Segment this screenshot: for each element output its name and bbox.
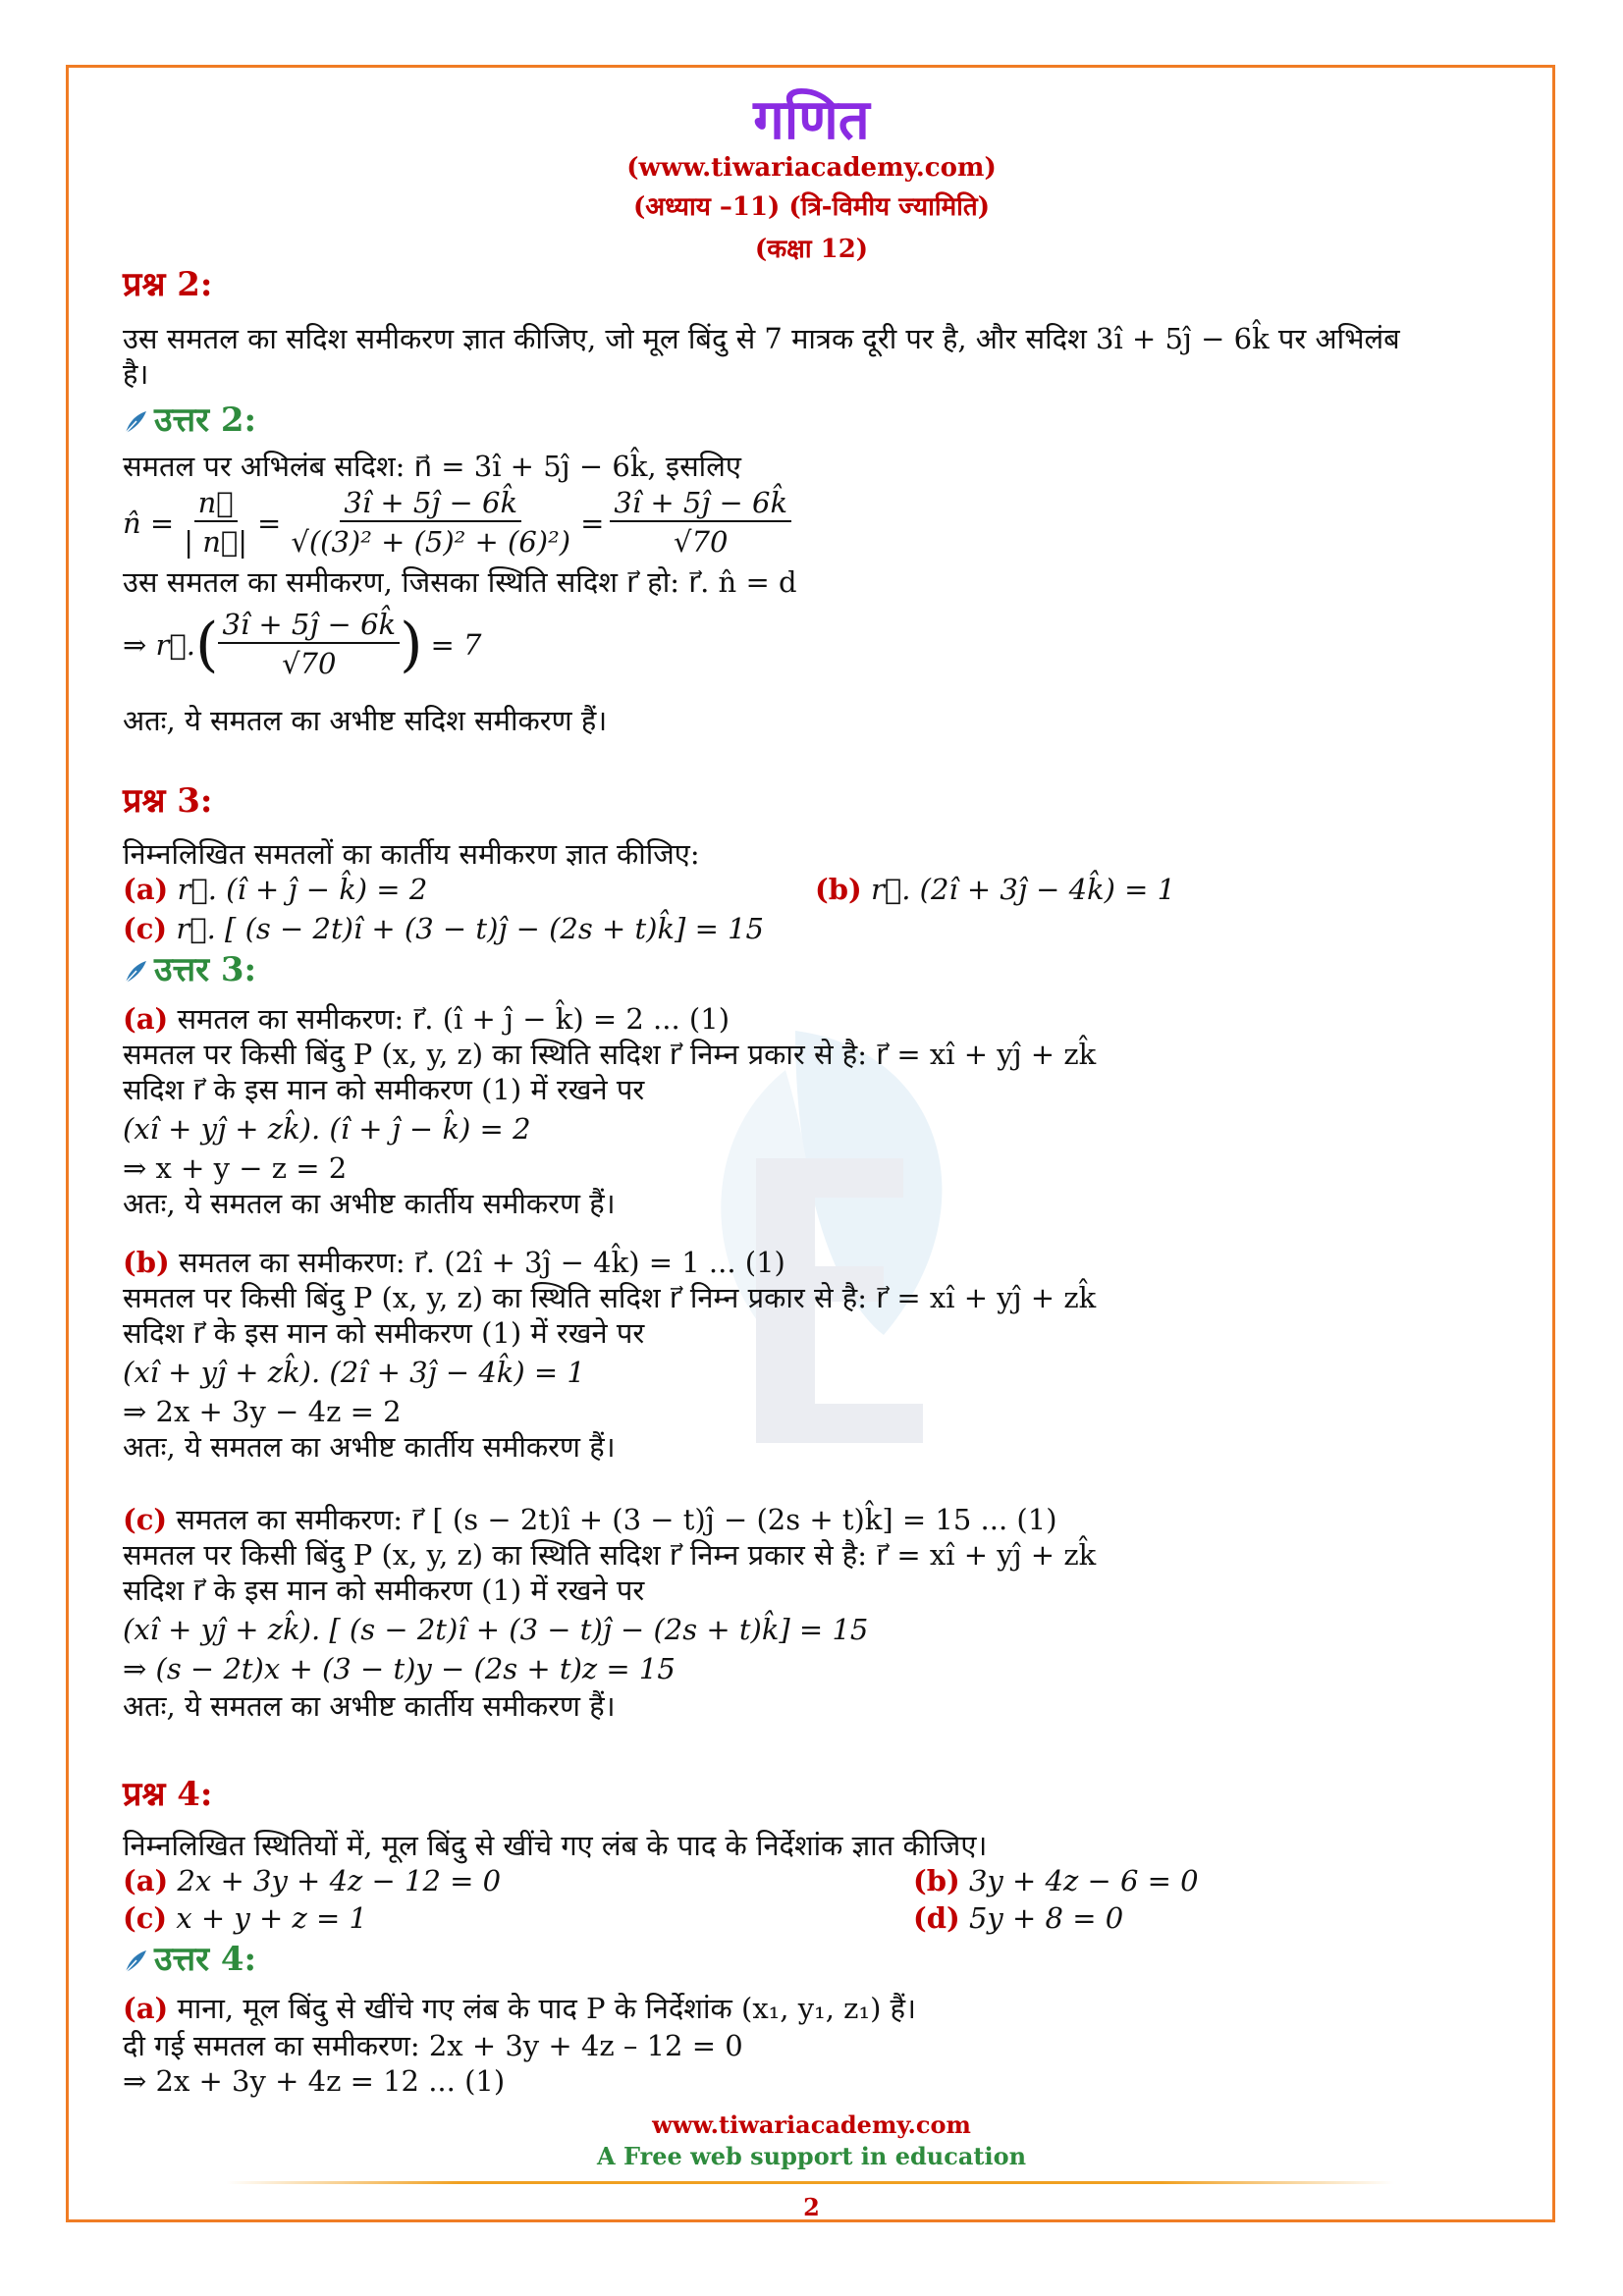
- answer-3a-line2: समतल पर किसी बिंदु P (x, y, z) का स्थिति सदिश r⃗ निम्न प्रकार से है: r⃗ = xî + yĵ + zk̂: [123, 1038, 1097, 1071]
- q4-part-b-label: (b): [913, 1864, 960, 1897]
- answer-3c-label: (c): [123, 1503, 168, 1536]
- unit-normal-equation: [123, 483, 797, 563]
- chapter-label: (अध्याय –11) (त्रि-विमीय ज्यामिति): [632, 192, 991, 222]
- answer-3b-text: समतल का समीकरण: r⃗. (2î + 3ĵ − 4k̂) = 1 ... (1): [178, 1246, 785, 1279]
- fraction-3-numerator: 3î + 5ĵ − 6k̂: [610, 485, 791, 522]
- q4-part-d-label: (d): [913, 1901, 960, 1935]
- answer-3b-line4: (xî + yĵ + zk̂). (2î + 3ĵ − 4k̂) = 1: [123, 1356, 585, 1389]
- question-4-part-b: [913, 1863, 1199, 1898]
- watermark-logo: [648, 1011, 1001, 1443]
- answer-2-label: उत्तर 2:: [154, 400, 257, 440]
- answer-3a-text: समतल का समीकरण: r⃗. (î + ĵ − k̂) = 2 ... (1): [177, 1002, 730, 1036]
- line4-lhs: ⇒ r⃗.: [123, 628, 196, 662]
- question-2-text-line1: उस समतल का सदिश समीकरण ज्ञात कीजिए, जो मूल बिंदु से 7 मात्रक दूरी पर है, और सदिश 3î + 5ĵ − 6k̂ पर अभिलंब: [123, 322, 1400, 355]
- vector-equation-result: [123, 605, 482, 685]
- answer-3a-label: (a): [123, 1002, 169, 1036]
- q4-part-c-label: (c): [123, 1901, 168, 1935]
- answer-3b-line5: ⇒ 2x + 3y − 4z = 2: [123, 1395, 402, 1428]
- answer-2-line3: उस समतल का समीकरण, जिसका स्थिति सदिश r⃗ हो: r⃗. n̂ = d: [123, 565, 797, 599]
- footer-divider: [226, 2181, 1394, 2184]
- feather-icon: [123, 959, 148, 985]
- answer-2-heading: [123, 402, 256, 438]
- q4-part-a-label: (a): [123, 1864, 169, 1897]
- part-b-equation: r⃗. (2î + 3ĵ − 4k̂) = 1: [870, 873, 1176, 906]
- answer-3c-line2: समतल पर किसी बिंदु P (x, y, z) का स्थिति सदिश r⃗ निम्न प्रकार से है: r⃗ = xî + yĵ + zk̂: [123, 1538, 1097, 1572]
- answer-3c-line5: ⇒ (s − 2t)x + (3 − t)y − (2s + t)z = 15: [123, 1652, 676, 1685]
- answer-3b-label: (b): [123, 1246, 170, 1279]
- question-3-part-c: [123, 911, 764, 946]
- answer-3-heading: [123, 952, 256, 988]
- part-a-equation: r⃗. (î + ĵ − k̂) = 2: [177, 873, 428, 906]
- footer-tagline: A Free web support in education: [596, 2142, 1027, 2170]
- question-4-heading: प्रश्न 4:: [123, 1775, 213, 1814]
- part-a-label: (a): [123, 873, 169, 906]
- fraction-3-denominator: √70: [674, 525, 729, 559]
- fraction-2: [287, 485, 574, 561]
- fraction-1-denominator: | n⃗|: [184, 525, 248, 559]
- fraction-4-denominator: √70: [282, 647, 337, 680]
- page-title: गणित: [753, 87, 870, 152]
- answer-3c-line1: [123, 1502, 1057, 1537]
- question-3-heading: प्रश्न 3:: [123, 781, 213, 821]
- part-b-label: (b): [815, 873, 862, 906]
- q4-part-d-equation: 5y + 8 = 0: [968, 1901, 1124, 1935]
- question-3-part-a: [123, 872, 427, 907]
- equals-sign-1: =: [257, 507, 282, 540]
- answer-3b-line2: समतल पर किसी बिंदु P (x, y, z) का स्थिति सदिश r⃗ निम्न प्रकार से है: r⃗ = xî + yĵ + zk̂: [123, 1281, 1097, 1314]
- q4-part-b-equation: 3y + 4z − 6 = 0: [968, 1864, 1199, 1897]
- answer-3a-conclusion: अतः, ये समतल का अभीष्ट कार्तीय समीकरण हैं।: [123, 1187, 616, 1220]
- question-4-part-c: [123, 1900, 367, 1936]
- answer-2-conclusion: अतः, ये समतल का अभीष्ट सदिश समीकरण हैं।: [123, 704, 608, 737]
- answer-4a-line3: ⇒ 2x + 3y + 4z = 12 ... (1): [123, 2064, 506, 2098]
- answer-4a-line2: दी गई समतल का समीकरण: 2x + 3y + 4z – 12 = 0: [123, 2029, 743, 2062]
- fraction-2-numerator: 3î + 5ĵ − 6k̂: [340, 485, 521, 522]
- part-c-equation: r⃗. [ (s − 2t)î + (3 − t)ĵ − (2s + t)k̂] = 15: [176, 912, 764, 945]
- line4-rhs: = 7: [430, 628, 482, 662]
- answer-4a-line1: [123, 1991, 916, 2026]
- fraction-2-denominator: √((3)² + (5)² + (6)²): [291, 525, 571, 559]
- answer-3b-line1: [123, 1245, 785, 1280]
- fraction-4: [218, 607, 400, 683]
- answer-3c-line3: सदिश r⃗ के इस मान को समीकरण (1) में रखने पर: [123, 1574, 645, 1607]
- answer-3b-line3: सदिश r⃗ के इस मान को समीकरण (1) में रखने पर: [123, 1316, 645, 1350]
- equals-sign-2: =: [580, 507, 605, 540]
- answer-3a-line5: ⇒ x + y − z = 2: [123, 1151, 348, 1185]
- answer-4-heading: [123, 1942, 256, 1977]
- question-3-intro: निम्नलिखित समतलों का कार्तीय समीकरण ज्ञात कीजिए:: [123, 837, 700, 871]
- answer-4-label: उत्तर 4:: [154, 1940, 257, 1979]
- question-3-part-b: [815, 872, 1175, 907]
- question-4-part-d: [913, 1900, 1123, 1936]
- close-paren: ): [400, 611, 423, 679]
- feather-icon: [123, 1949, 148, 1974]
- answer-3a-line4: (xî + yĵ + zk̂). (î + ĵ − k̂) = 2: [123, 1112, 531, 1146]
- q4-part-c-equation: x + y + z = 1: [176, 1901, 368, 1935]
- question-2-text-line2: है।: [123, 357, 149, 391]
- answer-3a-line3: सदिश r⃗ के इस मान को समीकरण (1) में रखने पर: [123, 1073, 645, 1106]
- fraction-1: [180, 485, 251, 561]
- answer-3c-conclusion: अतः, ये समतल का अभीष्ट कार्तीय समीकरण हैं।: [123, 1689, 616, 1723]
- q4-part-a-equation: 2x + 3y + 4z − 12 = 0: [177, 1864, 502, 1897]
- footer-website-link[interactable]: www.tiwariacademy.com: [652, 2110, 971, 2139]
- question-4-part-a: [123, 1863, 501, 1898]
- answer-3b-conclusion: अतः, ये समतल का अभीष्ट कार्तीय समीकरण हैं।: [123, 1430, 616, 1464]
- answer-4a-label: (a): [123, 1992, 169, 2025]
- page-number: 2: [803, 2193, 820, 2221]
- feather-icon: [123, 409, 148, 435]
- answer-3a-line1: [123, 1001, 730, 1037]
- part-c-label: (c): [123, 912, 168, 945]
- answer-2-line1: समतल पर अभिलंब सदिश: n⃗ = 3î + 5ĵ − 6k̂, इसलिए: [123, 450, 741, 483]
- open-paren: (: [195, 611, 219, 679]
- fraction-1-numerator: n⃗: [194, 485, 238, 522]
- nhat-lhs: n̂ =: [123, 507, 175, 540]
- answer-3c-text: समतल का समीकरण: r⃗ [ (s − 2t)î + (3 − t)ĵ − (2s + t)k̂] = 15 ... (1): [176, 1503, 1057, 1536]
- question-2-heading: प्रश्न 2:: [123, 265, 213, 304]
- answer-4a-text: माना, मूल बिंदु से खींचे गए लंब के पाद P के निर्देशांक (x₁, y₁, z₁) हैं।: [177, 1992, 917, 2025]
- fraction-4-numerator: 3î + 5ĵ − 6k̂: [218, 607, 400, 644]
- answer-3-label: उत्तर 3:: [154, 950, 257, 989]
- header-website: (www.tiwariacademy.com): [626, 153, 997, 183]
- fraction-3: [610, 485, 791, 561]
- class-label: (कक्षा 12): [754, 235, 869, 264]
- answer-3c-line4: (xî + yĵ + zk̂). [ (s − 2t)î + (3 − t)ĵ − (2s + t)k̂] = 15: [123, 1613, 869, 1646]
- question-4-intro: निम्नलिखित स्थितियों में, मूल बिंदु से खींचे गए लंब के पाद के निर्देशांक ज्ञात कीजिए।: [123, 1829, 988, 1862]
